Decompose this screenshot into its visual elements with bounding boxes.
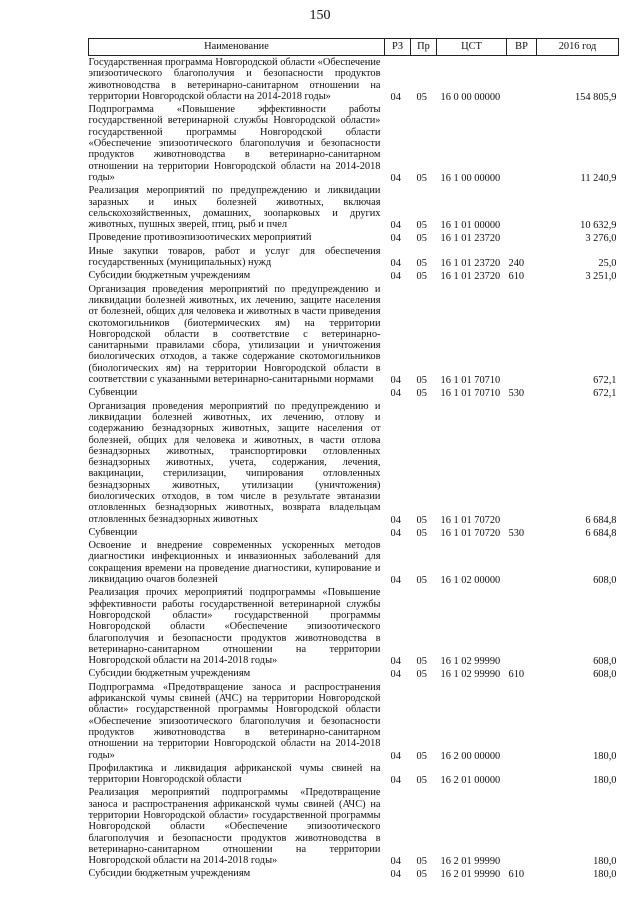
cell-rz: 04	[390, 388, 401, 400]
cell-name: Профилактика и ликвидация африканской чумы свиней на территории Новгородской области	[88, 762, 381, 786]
cell-pr: 05	[416, 258, 427, 270]
cell-sum: 180,0	[593, 869, 617, 881]
cell-cst: 16 1 02 99990	[440, 656, 501, 668]
cell-vr: 610	[508, 869, 525, 881]
cell-rz: 04	[390, 856, 401, 868]
table-body	[89, 56, 619, 881]
cell-pr: 05	[416, 388, 427, 400]
table-row	[89, 667, 619, 680]
cell-sum: 6 684,8	[585, 514, 617, 526]
cell-pr: 05	[416, 220, 427, 232]
cell-cst: 16 1 01 23720	[440, 271, 501, 283]
cell-pr: 05	[416, 856, 427, 868]
cell-name: Организация проведения мероприятий по предупреждению и ликвидации болезней животных, их лечению, защите населения от болезней, общих для человека и животных в части приведения скотомогильников (биотермических ям) на территории Новгородской области в соответствие с ветеринарно-санитарными правилами сбора, утилизации и уничтожения биологических отходов, а также содержание скотомогильников (биологических ям) на территории Новгородской области в соответствии с указанными ветеринарно-санитарными нормами	[88, 283, 381, 386]
cell-pr: 05	[416, 91, 427, 103]
table-row	[89, 245, 619, 270]
cell-vr: 610	[508, 271, 525, 283]
cell-vr	[507, 586, 537, 667]
cell-vr	[507, 681, 537, 762]
cell-cst: 16 1 01 70720	[440, 527, 501, 539]
cell-cst: 16 1 01 70710	[440, 388, 501, 400]
cell-pr: 05	[416, 527, 427, 539]
cell-vr	[507, 786, 537, 867]
cell-sum: 180,0	[593, 775, 617, 787]
cell-name: Иные закупки товаров, работ и услуг для обеспечения государственных (муниципальных) нужд	[88, 245, 381, 269]
cell-cst: 16 0 00 00000	[440, 91, 501, 103]
cell-pr: 05	[416, 775, 427, 787]
header-sum: 2016 год	[537, 39, 619, 56]
cell-name: Субсидии бюджетным учреждениям	[88, 868, 251, 880]
cell-rz: 04	[390, 775, 401, 787]
cell-rz: 04	[390, 258, 401, 270]
cell-vr	[507, 231, 537, 244]
cell-sum: 672,1	[593, 375, 617, 387]
table-row	[89, 867, 619, 880]
cell-rz: 04	[390, 220, 401, 232]
cell-rz: 04	[390, 527, 401, 539]
cell-vr: 610	[508, 669, 525, 681]
table-row	[89, 526, 619, 539]
cell-pr: 05	[416, 669, 427, 681]
cell-name: Реализация мероприятий по предупреждению и ликвидации заразных и иных болезней животных, включая сельскохозяйственных, домашних, зоопарковых и других животных, пушных зверей, птиц, рыб и пчел	[88, 185, 381, 231]
cell-name: Реализация мероприятий подпрограммы «Предотвращение заноса и распространения африканской чумы свиней (АЧС) на территории Новгородской области» государственной программы Новгородской области «Обеспечение эпизоотического благополучия и безопасности продуктов животноводства в ветеринарно-санитарном отношении на территории Новгородской области на 2014-2018 годы»	[88, 787, 381, 867]
cell-rz: 04	[390, 869, 401, 881]
cell-vr: 240	[508, 258, 525, 270]
table-row	[89, 762, 619, 787]
cell-vr	[507, 56, 537, 104]
header-name: Наименование	[89, 39, 385, 56]
cell-sum: 672,1	[593, 388, 617, 400]
cell-sum: 6 684,8	[585, 527, 617, 539]
header-cst: ЦСТ	[437, 39, 507, 56]
cell-vr: 530	[508, 527, 525, 539]
cell-vr	[507, 400, 537, 526]
table-row	[89, 269, 619, 282]
cell-rz: 04	[390, 172, 401, 184]
cell-cst: 16 1 02 00000	[440, 575, 501, 587]
cell-sum: 608,0	[593, 575, 617, 587]
cell-cst: 16 2 00 00000	[440, 750, 501, 762]
cell-sum: 180,0	[593, 856, 617, 868]
cell-cst: 16 1 01 23720	[440, 233, 501, 245]
cell-sum: 10 632,9	[580, 220, 617, 232]
table-row	[89, 103, 619, 184]
cell-cst: 16 1 01 23720	[440, 258, 501, 270]
table-row	[89, 786, 619, 867]
cell-name: Субвенции	[88, 526, 138, 538]
table-header	[89, 39, 619, 56]
cell-rz: 04	[390, 233, 401, 245]
cell-rz: 04	[390, 271, 401, 283]
cell-vr	[507, 539, 537, 586]
table-row	[89, 184, 619, 231]
header-rz: РЗ	[385, 39, 411, 56]
header-pr: Пр	[411, 39, 437, 56]
table-row	[89, 231, 619, 244]
table-row	[89, 400, 619, 526]
cell-rz: 04	[390, 91, 401, 103]
cell-sum: 154 805,9	[574, 91, 617, 103]
cell-sum: 11 240,9	[580, 172, 617, 184]
cell-name: Субвенции	[88, 387, 138, 399]
table-row	[89, 386, 619, 399]
cell-pr: 05	[416, 656, 427, 668]
cell-cst: 16 1 02 99990	[440, 669, 501, 681]
cell-rz: 04	[390, 669, 401, 681]
cell-vr: 530	[508, 388, 525, 400]
table-row	[89, 56, 619, 104]
cell-pr: 05	[416, 575, 427, 587]
cell-cst: 16 1 01 70720	[440, 514, 501, 526]
cell-pr: 05	[416, 750, 427, 762]
cell-cst: 16 1 00 00000	[440, 172, 501, 184]
cell-cst: 16 1 01 00000	[440, 220, 501, 232]
cell-name: Субсидии бюджетным учреждениям	[88, 270, 251, 282]
cell-sum: 25,0	[598, 258, 617, 270]
table-header-row	[89, 39, 619, 56]
table-row	[89, 539, 619, 586]
cell-vr	[507, 762, 537, 787]
cell-pr: 05	[416, 514, 427, 526]
cell-name: Организация проведения мероприятий по предупреждению и ликвидации болезней животных, их лечению, отлову и содержанию безнадзорных животных, защите населения от болезней, общих для человека и животных, в части отлова безнадзорных животных, транспортировки отловленных безнадзорных животных, учета, содержания, лечения, вакцинации, стерилизации, чипирования отловленных безнадзорных животных, утилизации (уничтожения) биологических отходов, в том числе в результате эвтаназии отловленных безнадзорных животных, возврата владельцам отловленных безнадзорных животных	[88, 400, 381, 525]
cell-pr: 05	[416, 233, 427, 245]
cell-cst: 16 2 01 00000	[440, 775, 501, 787]
cell-vr	[507, 283, 537, 387]
cell-sum: 180,0	[593, 750, 617, 762]
cell-sum: 3 251,0	[585, 271, 617, 283]
cell-cst: 16 2 01 99990	[440, 856, 501, 868]
cell-sum: 3 276,0	[585, 233, 617, 245]
cell-name: Государственная программа Новгородской области «Обеспечение эпизоотического благополучия и безопасности продуктов животноводства в ветеринарно-санитарном отношении на территории Новгородской области на 2014-2018 годы»	[88, 57, 381, 102]
cell-pr: 05	[416, 172, 427, 184]
cell-name: Реализация прочих мероприятий подпрограммы «Повышение эффективности работы государственной ветеринарной службы Новгородской области» государственной программы Новгородской области «Обеспечение эпизоотического благополучия и безопасности продуктов животноводства в ветеринарно-санитарном отношении на территории Новгородской области на 2014-2018 годы»	[88, 587, 381, 667]
budget-table	[88, 38, 619, 881]
cell-rz: 04	[390, 750, 401, 762]
table-row	[89, 681, 619, 762]
cell-name: Освоение и внедрение современных ускоренных методов диагностики инфекционных и инвазионных заболеваний для сокращения времени на проведение диагностики, купирование и ликвидацию очагов болезней	[88, 540, 381, 586]
page-number: 150	[309, 8, 331, 23]
cell-pr: 05	[416, 869, 427, 881]
cell-name: Проведение противоэпизоотических мероприятий	[88, 232, 312, 244]
cell-vr	[507, 103, 537, 184]
cell-rz: 04	[390, 656, 401, 668]
table-row	[89, 586, 619, 667]
cell-name: Субсидии бюджетным учреждениям	[88, 668, 251, 680]
cell-name: Подпрограмма «Предотвращение заноса и распространения африканской чумы свиней (АЧС) на территории Новгородской области» государственной программы Новгородской области «Обеспечение эпизоотического благополучия и безопасности продуктов животноводства в ветеринарно-санитарном отношении на территории Новгородской области на 2014-2018 годы»	[88, 681, 381, 761]
table-row	[89, 283, 619, 387]
cell-name: Подпрограмма «Повышение эффективности работы государственной ветеринарной службы Новгородской области» государственной программы Новгородской области «Обеспечение эпизоотического благополучия и безопасности продуктов животноводства в ветеринарно-санитарном отношении на территории Новгородской области на 2014-2018 годы»	[88, 104, 381, 183]
cell-vr	[507, 184, 537, 231]
cell-sum: 608,0	[593, 669, 617, 681]
cell-cst: 16 2 01 99990	[440, 869, 501, 881]
cell-cst: 16 1 01 70710	[440, 375, 501, 387]
header-vr: ВР	[507, 39, 537, 56]
cell-rz: 04	[390, 375, 401, 387]
cell-sum: 608,0	[593, 656, 617, 668]
cell-rz: 04	[390, 575, 401, 587]
cell-pr: 05	[416, 271, 427, 283]
cell-rz: 04	[390, 514, 401, 526]
cell-pr: 05	[416, 375, 427, 387]
